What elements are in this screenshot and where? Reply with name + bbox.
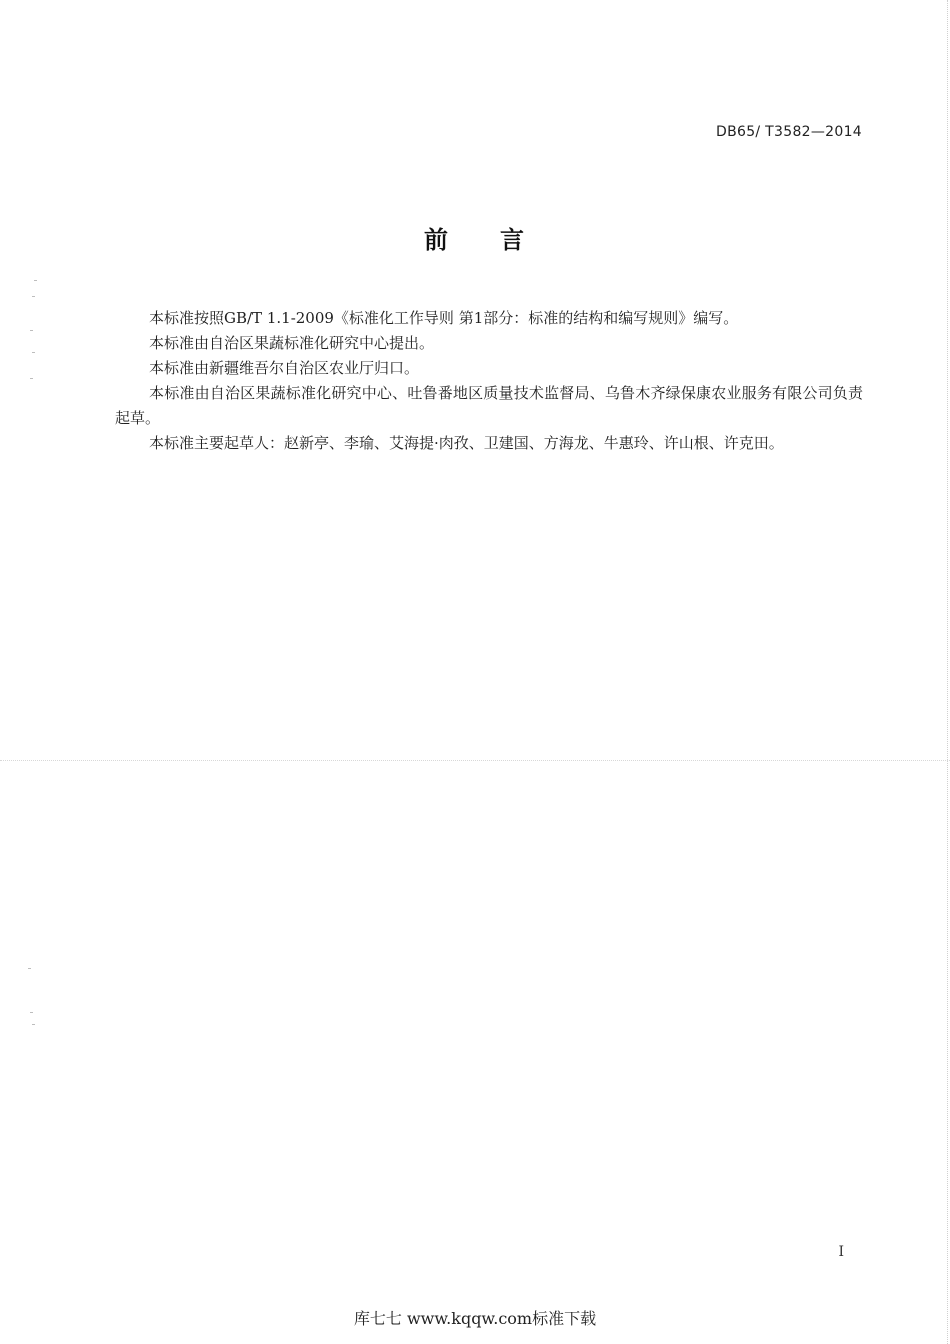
- paragraph: 本标准由新疆维吾尔自治区农业厅归口。: [149, 359, 420, 377]
- paragraph: 本标准由自治区果蔬标准化研究中心提出。: [149, 334, 435, 352]
- scan-speck: [34, 280, 37, 281]
- scan-artifact-line: [0, 760, 950, 761]
- page-number: I: [838, 1244, 844, 1260]
- footer-watermark: 库七七 www.kqqw.com标准下载: [353, 1309, 597, 1328]
- scan-speck: [30, 330, 33, 331]
- document-code: DB65/ T3582—2014: [716, 124, 862, 140]
- scan-speck: [30, 378, 33, 379]
- title-char-1: 前: [424, 226, 450, 254]
- scan-speck: [32, 352, 35, 353]
- scan-speck: [28, 968, 31, 969]
- paragraph: 本标准由自治区果蔬标准化研究中心、吐鲁番地区质量技术监督局、乌鲁木齐绿保康农业服务有限公司负责起草。: [115, 384, 863, 427]
- page-title: [0, 220, 950, 255]
- foreword-body: [115, 306, 863, 456]
- paragraph: 本标准主要起草人：赵新亭、李瑜、艾海提·肉孜、卫建国、方海龙、牛惠玲、许山根、许克田。: [149, 434, 784, 452]
- scan-edge: [947, 0, 948, 1344]
- title-char-2: 言: [500, 226, 526, 254]
- scan-speck: [32, 296, 35, 297]
- scan-speck: [32, 1024, 35, 1025]
- scan-speck: [30, 1012, 33, 1013]
- paragraph: 本标准按照GB/T 1.1-2009《标准化工作导则 第1部分：标准的结构和编写规则》编写。: [149, 309, 739, 327]
